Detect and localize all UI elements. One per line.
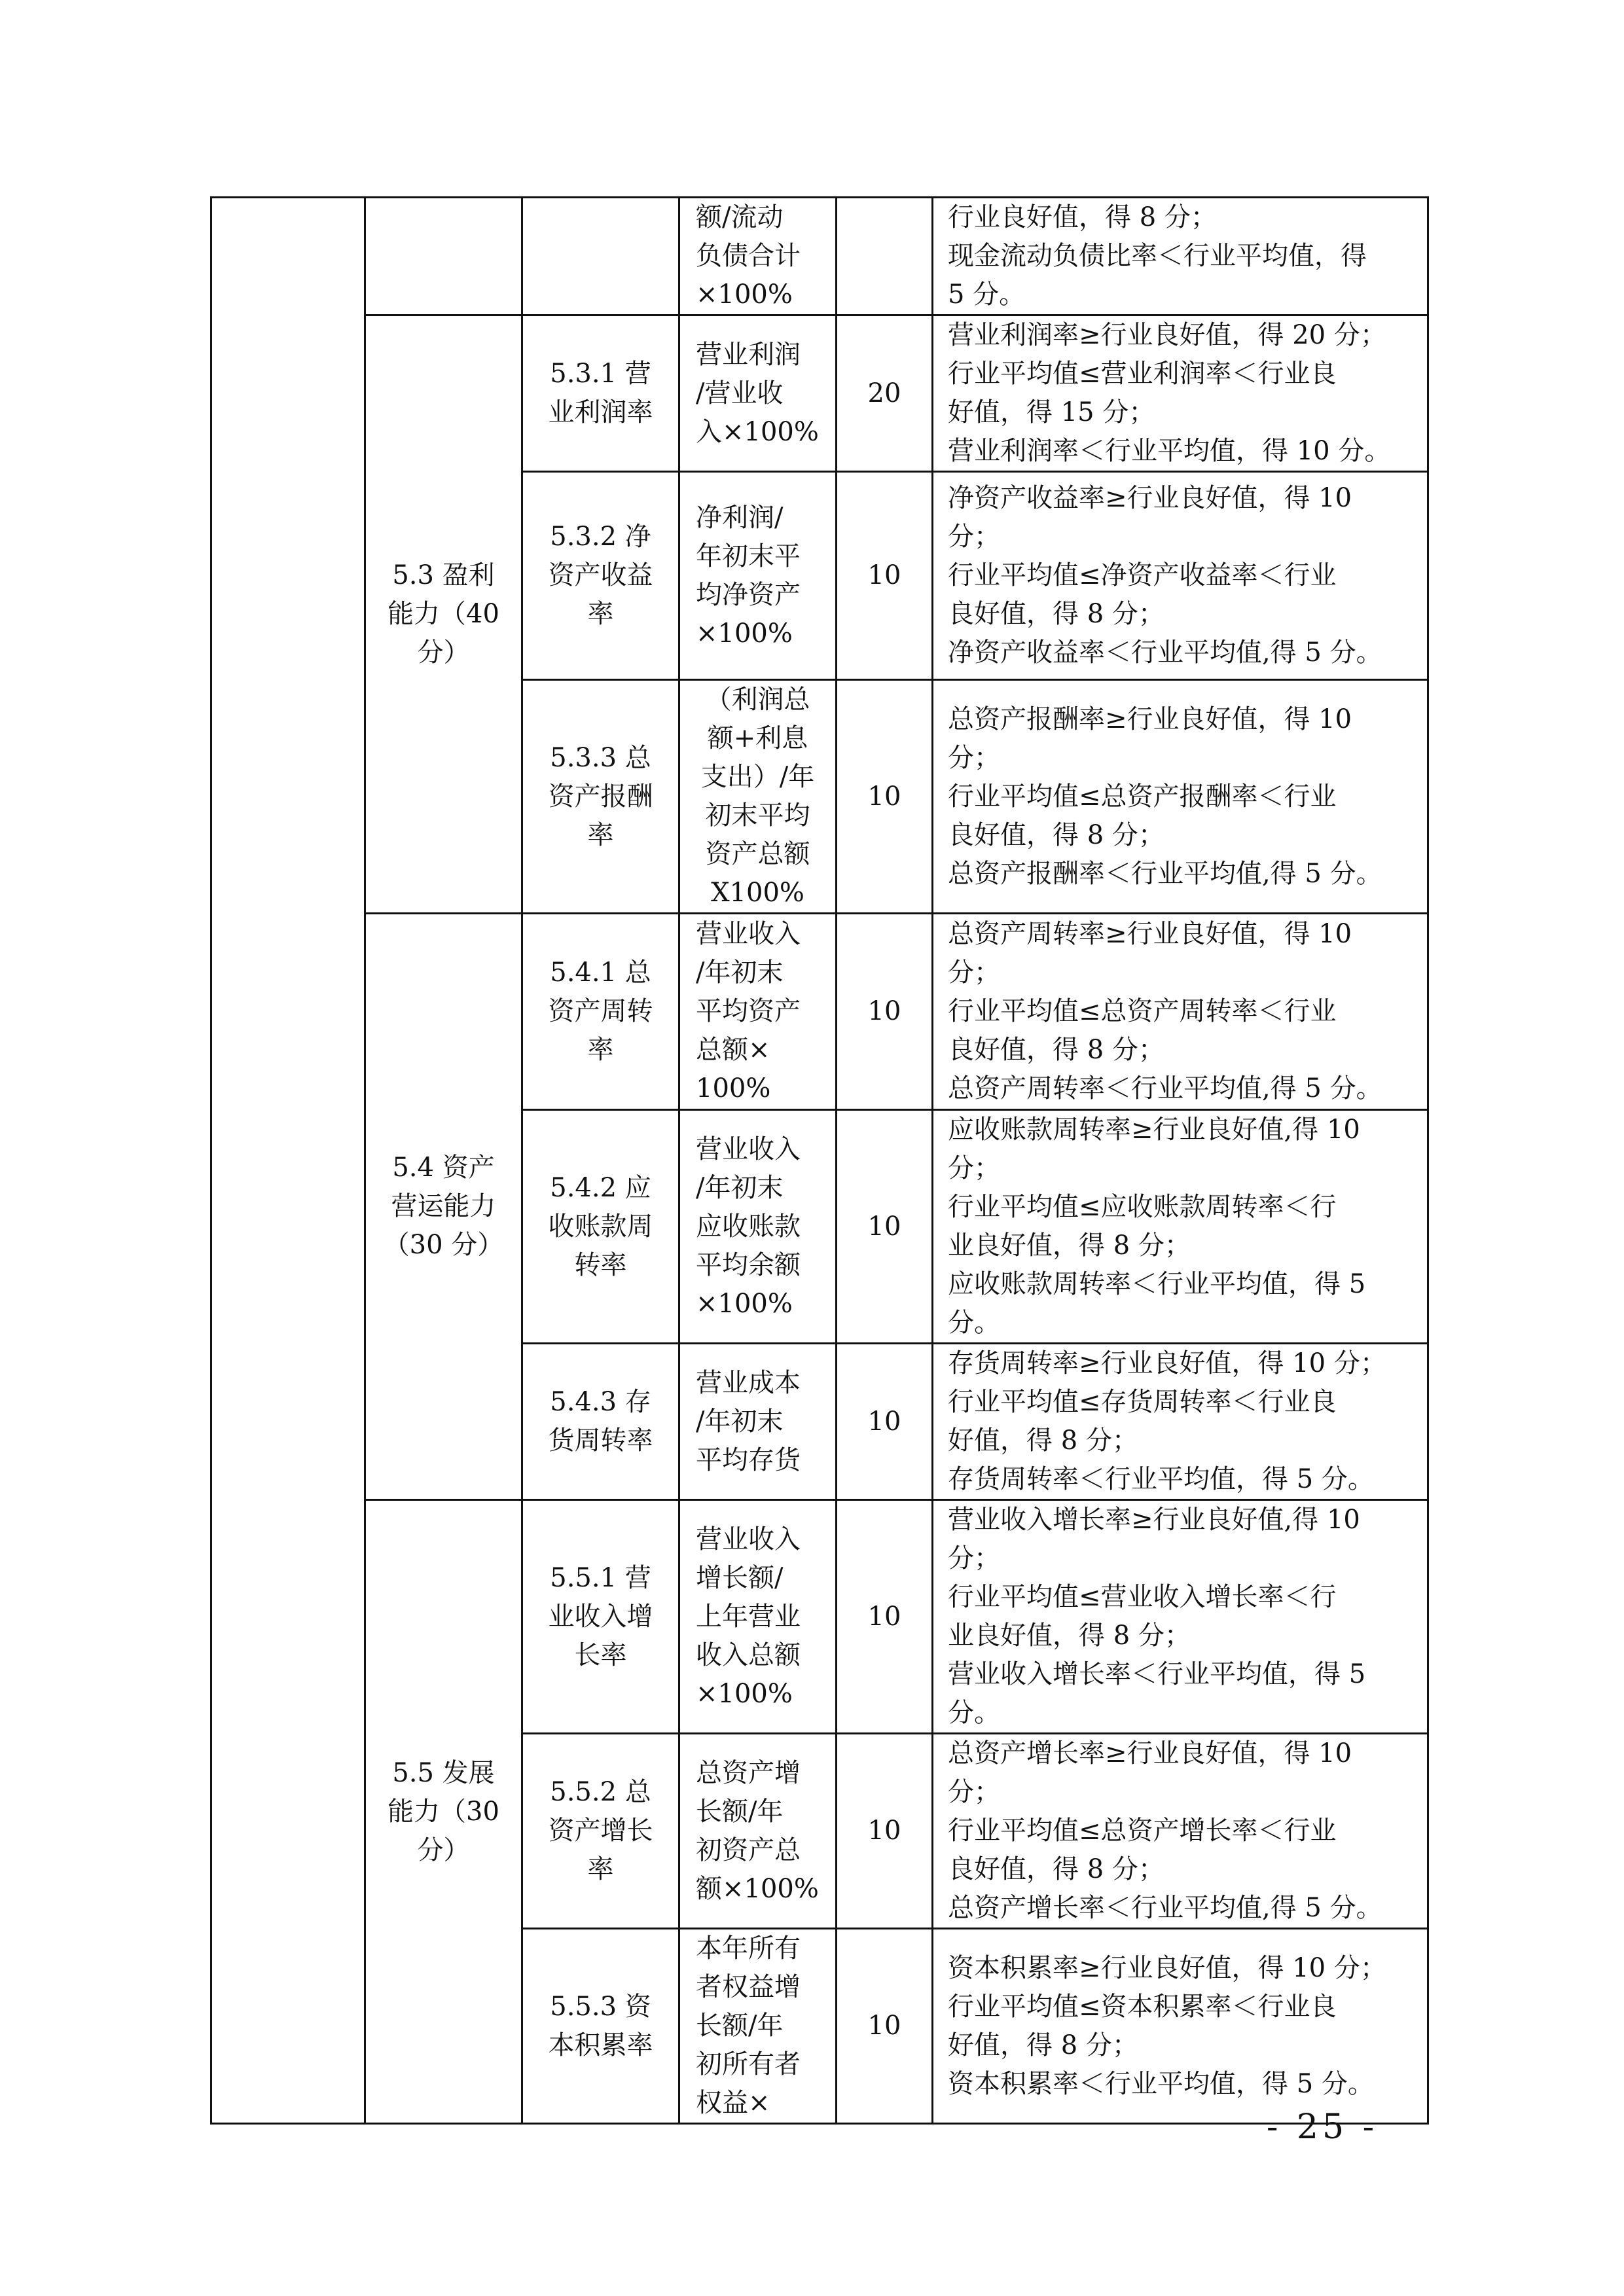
item-name: 5.4.3 存 货周转率 [522, 1344, 679, 1500]
formula-cell: 营业成本 /年初末 平均存货 [679, 1344, 837, 1500]
group-label: 5.3 盈利 能力（40 分） [365, 315, 522, 914]
rule-cell: 总资产增长率≥行业良好值，得 10 分； 行业平均值≤总资产增长率＜行业 良好值，得 8 分； 总资产增长率＜行业平均值,得 5 分。 [933, 1734, 1428, 1929]
score-cell: 10 [837, 1344, 933, 1500]
rule-cell: 净资产收益率≥行业良好值，得 10 分； 行业平均值≤净资产收益率＜行业 良好值，得 8 分； 净资产收益率＜行业平均值,得 5 分。 [933, 472, 1428, 680]
page-number: - 25 - [1266, 2108, 1379, 2147]
category-cell-empty [211, 198, 365, 2124]
group-label: 5.5 发展 能力（30 分） [365, 1500, 522, 2124]
table-row [211, 315, 1428, 472]
formula-cell: 净利润/ 年初末平 均净资产 ×100% [679, 472, 837, 680]
formula-cell: 营业收入 /年初末 平均资产 总额× 100% [679, 914, 837, 1110]
score-cell-empty [837, 198, 933, 315]
score-cell: 10 [837, 914, 933, 1110]
score-cell: 20 [837, 315, 933, 472]
rule-cell: 存货周转率≥行业良好值，得 10 分； 行业平均值≤存货周转率＜行业良 好值，得 8 分； 存货周转率＜行业平均值，得 5 分。 [933, 1344, 1428, 1500]
item-name: 5.5.1 营 业收入增 长率 [522, 1500, 679, 1734]
formula-cell: 营业收入 增长额/ 上年营业 收入总额 ×100% [679, 1500, 837, 1734]
formula-cell: 额/流动 负债合计 ×100% [679, 198, 837, 315]
table-row [211, 1500, 1428, 1734]
group-cell-empty [365, 198, 522, 315]
formula-cell: 本年所有 者权益增 长额/年 初所有者 权益× [679, 1929, 837, 2124]
table-row [211, 198, 1428, 315]
item-name: 5.3.2 净 资产收益 率 [522, 472, 679, 680]
formula-cell: 营业利润 /营业收 入×100% [679, 315, 837, 472]
rule-cell: 总资产周转率≥行业良好值，得 10 分； 行业平均值≤总资产周转率＜行业 良好值，得 8 分； 总资产周转率＜行业平均值,得 5 分。 [933, 914, 1428, 1110]
rule-cell: 营业收入增长率≥行业良好值,得 10 分； 行业平均值≤营业收入增长率＜行 业良好值，得 8 分； 营业收入增长率＜行业平均值，得 5 分。 [933, 1500, 1428, 1734]
rule-cell: 应收账款周转率≥行业良好值,得 10 分； 行业平均值≤应收账款周转率＜行 业良好值，得 8 分； 应收账款周转率＜行业平均值，得 5 分。 [933, 1110, 1428, 1344]
item-name: 5.5.2 总 资产增长 率 [522, 1734, 679, 1929]
score-cell: 10 [837, 1734, 933, 1929]
rule-cell: 营业利润率≥行业良好值，得 20 分； 行业平均值≤营业利润率＜行业良 好值，得 15 分； 营业利润率＜行业平均值，得 10 分。 [933, 315, 1428, 472]
rule-cell: 总资产报酬率≥行业良好值，得 10 分； 行业平均值≤总资产报酬率＜行业 良好值，得 8 分； 总资产报酬率＜行业平均值,得 5 分。 [933, 680, 1428, 914]
score-cell: 10 [837, 1500, 933, 1734]
item-name: 5.4.1 总 资产周转 率 [522, 914, 679, 1110]
item-name: 5.3.1 营 业利润率 [522, 315, 679, 472]
rule-cell: 资本积累率≥行业良好值，得 10 分； 行业平均值≤资本积累率＜行业良 好值，得 8 分； 资本积累率＜行业平均值，得 5 分。 [933, 1929, 1428, 2124]
table-row [211, 914, 1428, 1110]
item-cell-empty [522, 198, 679, 315]
formula-cell: （利润总 额+利息 支出）/年 初末平均 资产总额 X100% [679, 680, 837, 914]
rule-cell: 行业良好值，得 8 分； 现金流动负债比率＜行业平均值，得 5 分。 [933, 198, 1428, 315]
item-name: 5.3.3 总 资产报酬 率 [522, 680, 679, 914]
group-label: 5.4 资产 营运能力 （30 分） [365, 914, 522, 1500]
score-cell: 10 [837, 1110, 933, 1344]
item-name: 5.5.3 资 本积累率 [522, 1929, 679, 2124]
evaluation-table [210, 196, 1429, 2125]
score-cell: 10 [837, 1929, 933, 2124]
formula-cell: 总资产增 长额/年 初资产总 额×100% [679, 1734, 837, 1929]
formula-cell: 营业收入 /年初末 应收账款 平均余额 ×100% [679, 1110, 837, 1344]
score-cell: 10 [837, 680, 933, 914]
item-name: 5.4.2 应 收账款周 转率 [522, 1110, 679, 1344]
score-cell: 10 [837, 472, 933, 680]
